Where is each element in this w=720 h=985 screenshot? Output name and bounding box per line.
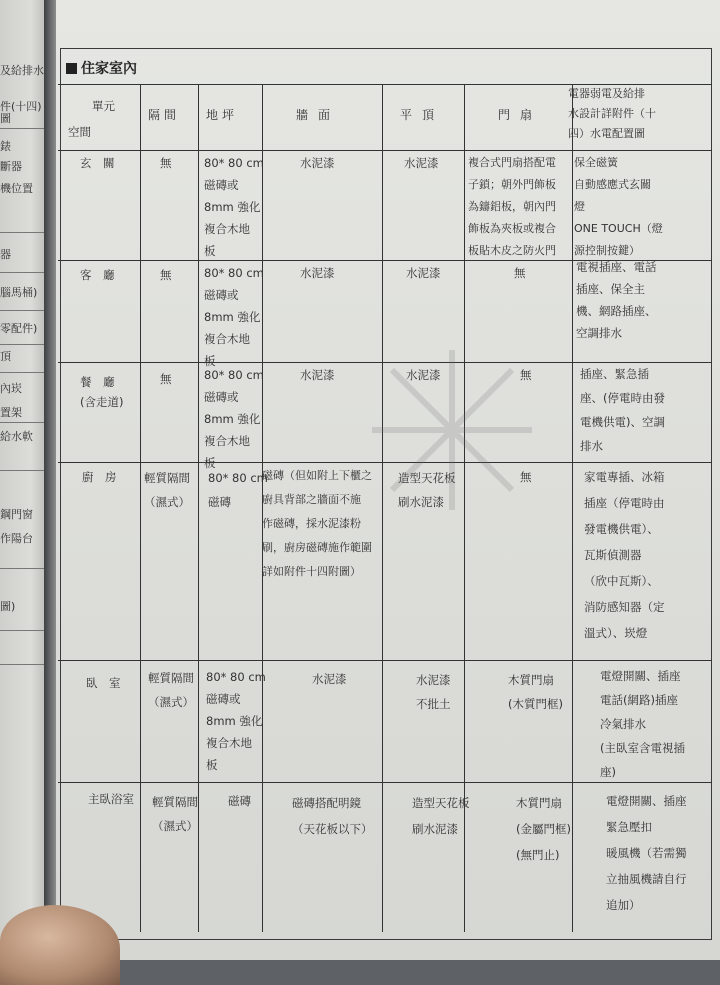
partition-value: 輕質隔間 （濕式） — [148, 671, 194, 709]
wall-value: 磁磚（但如附上下櫃之 廚具背部之牆面不施 作磁磚，採水泥漆粉 刷，廚房磁磚施作範圍 詳如附件十四附圖） — [262, 469, 372, 578]
wall-value: 磁磚搭配明鏡 （天花板以下） — [292, 796, 373, 836]
watermark-icon — [352, 340, 552, 520]
space-name: 主臥浴室 — [88, 792, 134, 806]
wall-value: 水泥漆 — [300, 156, 335, 170]
table-rule — [140, 84, 141, 932]
floor-value: 80* 80 cm 磁磚或 8mm 強化 複合木地 板 — [204, 368, 264, 470]
partition-value: 無 — [160, 372, 172, 386]
header-wall: 牆面 — [296, 108, 341, 122]
floor-value: 80* 80 cm 磁磚或 8mm 強化 複合木地 板 — [204, 156, 264, 258]
table-rule — [198, 84, 199, 932]
table-rule — [58, 660, 712, 661]
left-page-text: 機位置 — [0, 182, 33, 195]
ceiling-value: 水泥漆 — [406, 368, 441, 382]
door-value: 無 — [520, 470, 532, 484]
left-page-text: 頂 — [0, 350, 11, 363]
electric-value: 電燈開關、插座 電話(網路)插座 冷氣排水 (主臥室含電視插 座) — [600, 669, 685, 779]
door-value: 無 — [514, 266, 526, 280]
left-page-text: 作陽台 — [0, 532, 33, 545]
square-bullet-icon — [66, 63, 77, 74]
header-electric: 電器弱電及給排 水設計詳附件（十 四）水電配置圖 — [568, 87, 656, 140]
partition-value: 無 — [160, 156, 172, 170]
partition-value: 無 — [160, 268, 172, 282]
door-value: 無 — [520, 368, 532, 382]
partition-value: 輕質隔間 （濕式） — [152, 795, 198, 833]
header-space: 空間 — [68, 125, 91, 139]
floor-value: 80* 80 cm 磁磚 — [208, 471, 268, 509]
header-unit: 單元 — [92, 99, 115, 113]
header-partition: 隔間 — [148, 108, 181, 122]
ceiling-value: 水泥漆 — [404, 156, 439, 170]
electric-value: 電燈開關、插座 緊急壓扣 暖風機（若需獨 立抽風機請自行 追加） — [606, 794, 687, 912]
table-rule — [572, 84, 573, 932]
space-name: 玄 關 — [80, 156, 115, 170]
left-page-text: 內崁 — [0, 382, 22, 395]
space-name: 餐 廳 (含走道) — [80, 375, 124, 409]
ceiling-value: 造型天花板 刷水泥漆 — [412, 796, 470, 836]
left-page-text: 器 — [0, 248, 11, 261]
electric-value: 家電專插、冰箱 插座（停電時由 發電機供電）、 瓦斯偵測器 （欣中瓦斯）、 消防感知器（定 溫式）、崁燈 — [584, 470, 665, 640]
left-page-text: 及給排水 — [0, 64, 44, 77]
header-ceiling: 平頂 — [400, 108, 445, 122]
section-header — [66, 58, 137, 78]
left-page-text: 錶 — [0, 140, 11, 153]
electric-value: 保全磁簧 自動感應式玄關 燈 ONE TOUCH（燈 源控制按鍵） — [574, 156, 663, 257]
floor-value: 80* 80 cm 磁磚或 8mm 強化 複合木地 板 — [206, 670, 266, 772]
ceiling-value: 水泥漆 不批土 — [416, 673, 451, 711]
left-page-text: 斷器 — [0, 160, 22, 173]
space-name: 臥 室 — [86, 676, 121, 690]
door-value: 木質門扇 (金屬門框) (無門止) — [516, 796, 571, 862]
floor-value: 80* 80 cm 磁磚或 8mm 強化 複合木地 板 — [204, 266, 264, 368]
document-page — [56, 0, 720, 960]
electric-value: 電視插座、電話 插座、保全主 機、網路插座、 空調排水 — [576, 260, 657, 340]
header-floor: 地坪 — [206, 108, 239, 122]
left-page-text: 置架 — [0, 406, 22, 419]
wall-value: 水泥漆 — [312, 672, 347, 686]
left-page-text: 腦馬桶) — [0, 286, 38, 299]
left-page-text: 零配件) — [0, 322, 38, 335]
space-name: 客 廳 — [80, 268, 115, 282]
left-page-text: 圖) — [0, 600, 16, 613]
left-page-text: 給水軟 — [0, 430, 33, 443]
door-value: 複合式門扇搭配電 子鎖；朝外門飾板 為鑄鋁板，朝內門 飾板為夾板或複合 板貼木皮之防火門 — [468, 156, 556, 257]
left-page-text: 件(十四) — [0, 100, 42, 113]
floor-value: 磁磚 — [228, 794, 251, 808]
left-page — [0, 0, 44, 960]
ceiling-value: 水泥漆 — [406, 266, 441, 280]
electric-value: 插座、緊急插 座、(停電時由發 電機供電)、空調 排水 — [580, 367, 665, 453]
header-door: 門扇 — [498, 108, 543, 122]
door-value: 木質門扇 (木質門框) — [508, 673, 563, 711]
partition-value: 輕質隔間 （濕式） — [144, 471, 190, 509]
space-name: 廚 房 — [82, 470, 117, 484]
wall-value: 水泥漆 — [300, 368, 335, 382]
left-page-text: 鋼門窗 — [0, 508, 33, 521]
left-page-text: 圖 — [0, 112, 11, 125]
ceiling-value: 造型天花板 刷水泥漆 — [398, 471, 456, 509]
table-rule — [58, 150, 712, 151]
section-title: 住家室內 — [81, 61, 137, 77]
wall-value: 水泥漆 — [300, 266, 335, 280]
